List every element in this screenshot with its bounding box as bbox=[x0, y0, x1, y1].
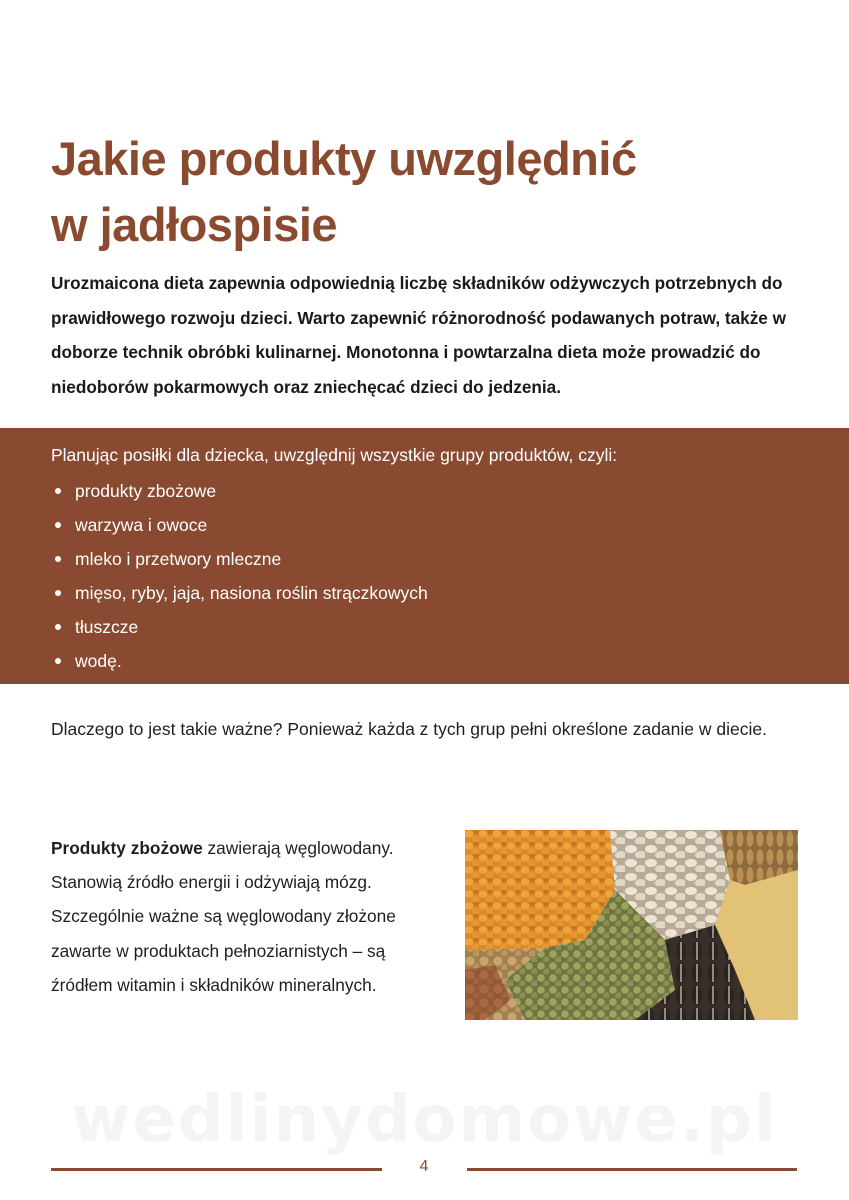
list-item bbox=[51, 542, 811, 576]
grain-products-heading: Produkty zbożowe bbox=[51, 838, 203, 858]
bullet-icon bbox=[55, 488, 61, 494]
list-item bbox=[51, 610, 811, 644]
grains-image bbox=[465, 830, 798, 1020]
food-groups-panel bbox=[0, 428, 849, 684]
bullet-icon bbox=[55, 658, 61, 664]
list-item-label: mięso, ryby, jaja, nasiona roślin strączkowych bbox=[75, 583, 428, 603]
page-number: 4 bbox=[419, 1158, 429, 1175]
list-item-label: mleko i przetwory mleczne bbox=[75, 549, 282, 569]
intro-paragraph: Urozmaicona dieta zapewnia odpowiednią liczbę składników odżywczych potrzebnych do prawidłowego rozwoju dzieci. Warto zapewnić różnorodność podawanych potraw, także w doborze technik obróbki kulinarnej. Monotonna i powtarzalna dieta może prowadzić do niedoborów pokarmowych oraz zniechęcać dzieci do jedzenia. bbox=[51, 273, 787, 397]
why-paragraph: Dlaczego to jest takie ważne? Ponieważ każda z tych grup pełni określone zadanie w diecie. bbox=[51, 719, 767, 739]
grain-products-paragraph bbox=[51, 831, 451, 1002]
watermark bbox=[0, 1083, 849, 1157]
list-item-label: produkty zbożowe bbox=[75, 481, 217, 501]
page-title bbox=[51, 126, 811, 258]
page-title-line-1: Jakie produkty uwzględnić bbox=[51, 132, 637, 185]
list-item bbox=[51, 576, 811, 610]
grains-photo bbox=[465, 830, 798, 1020]
grain-products-text: zawierają węglowodany. Stanowią źródło energii i odżywiają mózg. Szczególnie ważne są węglowodany złożone zawarte w produktach pełnoziarnistych – są źródłem witamin i składników mineralnych. bbox=[51, 838, 396, 995]
list-item bbox=[51, 508, 811, 542]
list-item bbox=[51, 474, 811, 508]
bullet-icon bbox=[55, 556, 61, 562]
bullet-icon bbox=[55, 522, 61, 528]
list-item bbox=[51, 644, 811, 678]
food-groups-lead: Planując posiłki dla dziecka, uwzględnij wszystkie grupy produktów, czyli: bbox=[51, 445, 618, 465]
bullet-icon bbox=[55, 624, 61, 630]
footer-rule-left bbox=[51, 1168, 382, 1171]
bullet-icon bbox=[55, 590, 61, 596]
list-item-label: wodę. bbox=[75, 651, 122, 671]
food-groups-list bbox=[51, 474, 811, 678]
page-title-line-2: w jadłospisie bbox=[51, 198, 338, 251]
list-item-label: warzywa i owoce bbox=[75, 515, 208, 535]
footer-rule-right bbox=[467, 1168, 797, 1171]
list-item-label: tłuszcze bbox=[75, 617, 139, 637]
